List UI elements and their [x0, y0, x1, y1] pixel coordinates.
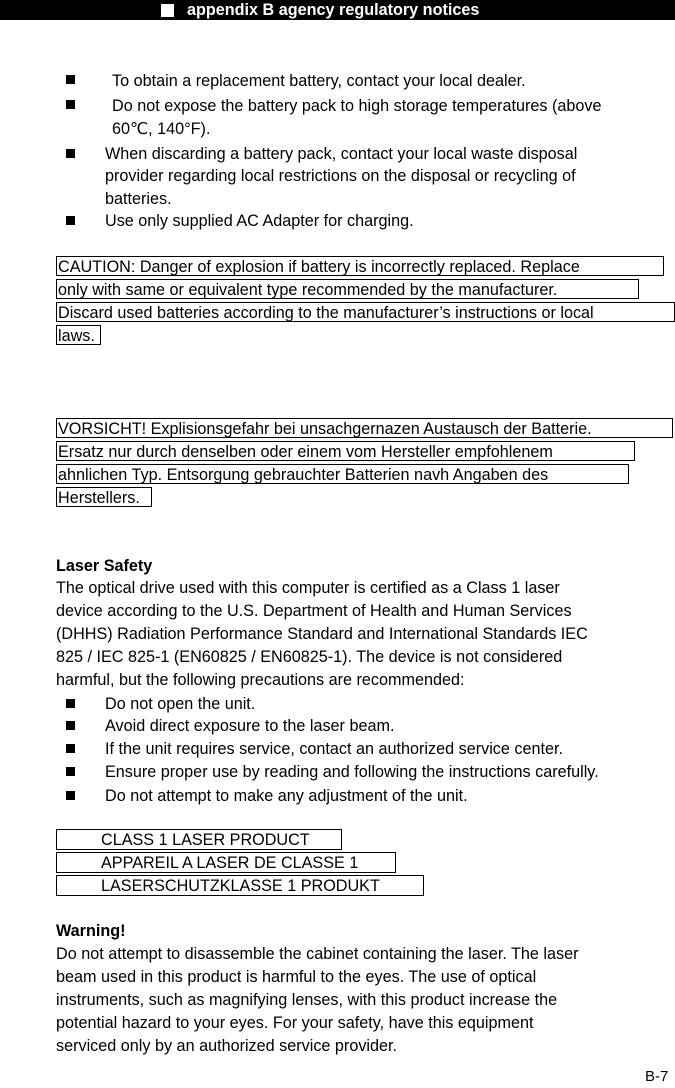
- square-bullet-icon: [66, 149, 75, 158]
- list-item-continuation: 60℃, 140°F).: [112, 120, 211, 138]
- square-bullet-icon: [66, 767, 75, 776]
- list-item: Avoid direct exposure to the laser beam.: [105, 717, 395, 735]
- square-bullet-icon: [161, 4, 174, 17]
- square-bullet-icon: [66, 721, 75, 730]
- paragraph-line: harmful, but the following precautions are recommended:: [56, 671, 465, 689]
- list-item: Use only supplied AC Adapter for charging.: [105, 212, 414, 230]
- square-bullet-icon: [66, 75, 75, 84]
- list-item: To obtain a replacement battery, contact your local dealer.: [112, 72, 526, 90]
- paragraph-line: instruments, such as magnifying lenses, with this product increase the: [56, 991, 558, 1009]
- square-bullet-icon: [66, 100, 75, 109]
- paragraph-line: (DHHS) Radiation Performance Standard and International Standards IEC: [56, 625, 588, 643]
- list-item-continuation: batteries.: [105, 190, 172, 208]
- caution-line: CAUTION: Danger of explosion if battery is incorrectly replaced. Replace: [56, 256, 664, 276]
- list-item: Do not open the unit.: [105, 695, 256, 713]
- vorsicht-line: VORSICHT! Explisionsgefahr bei unsachgernazen Austausch der Batterie.: [56, 418, 673, 438]
- paragraph-line: 825 / IEC 825-1 (EN60825 / EN60825-1). The device is not considered: [56, 648, 563, 666]
- vorsicht-line: Herstellers.: [56, 487, 152, 507]
- laser-safety-heading: Laser Safety: [56, 557, 153, 575]
- square-bullet-icon: [66, 791, 75, 800]
- laser-class-label-text: APPAREIL A LASER DE CLASSE 1: [101, 854, 359, 872]
- paragraph-line: device according to the U.S. Department of Health and Human Services: [56, 602, 572, 620]
- square-bullet-icon: [66, 744, 75, 753]
- paragraph-line: potential hazard to your eyes. For your safety, have this equipment: [56, 1014, 534, 1032]
- paragraph-line: The optical drive used with this computer is certified as a Class 1 laser: [56, 579, 560, 597]
- list-item: When discarding a battery pack, contact your local waste disposal: [105, 145, 578, 163]
- section-header-bar: [0, 0, 675, 20]
- list-item: Do not expose the battery pack to high storage temperatures (above: [112, 97, 602, 115]
- caution-line: Discard used batteries according to the manufacturer’s instructions or local: [56, 302, 675, 322]
- caution-line: only with same or equivalent type recommended by the manufacturer.: [56, 279, 639, 299]
- caution-line: laws.: [56, 325, 101, 345]
- list-item-continuation: provider regarding local restrictions on the disposal or recycling of: [105, 167, 576, 185]
- laser-class-label-text: CLASS 1 LASER PRODUCT: [101, 831, 310, 849]
- square-bullet-icon: [66, 699, 75, 708]
- list-item: Do not attempt to make any adjustment of the unit.: [105, 787, 468, 805]
- section-title: appendix B agency regulatory notices: [187, 1, 480, 19]
- list-item: If the unit requires service, contact an authorized service center.: [105, 740, 563, 758]
- page-number: B-7: [645, 1068, 669, 1085]
- paragraph-line: beam used in this product is harmful to the eyes. The use of optical: [56, 968, 537, 986]
- vorsicht-line: Ersatz nur durch denselben oder einem vom Hersteller empfohlenem: [56, 441, 635, 461]
- laser-class-label: [56, 875, 424, 896]
- paragraph-line: serviced only by an authorized service provider.: [56, 1037, 398, 1055]
- laser-class-label-text: LASERSCHUTZKLASSE 1 PRODUKT: [101, 877, 380, 895]
- paragraph-line: Do not attempt to disassemble the cabinet containing the laser. The laser: [56, 945, 579, 963]
- warning-heading: Warning!: [56, 922, 126, 940]
- square-bullet-icon: [66, 216, 75, 225]
- laser-class-label: [56, 829, 342, 850]
- vorsicht-line: ahnlichen Typ. Entsorgung gebrauchter Batterien navh Angaben des: [56, 464, 629, 484]
- list-item: Ensure proper use by reading and following the instructions carefully.: [105, 763, 599, 781]
- laser-class-label: [56, 852, 396, 873]
